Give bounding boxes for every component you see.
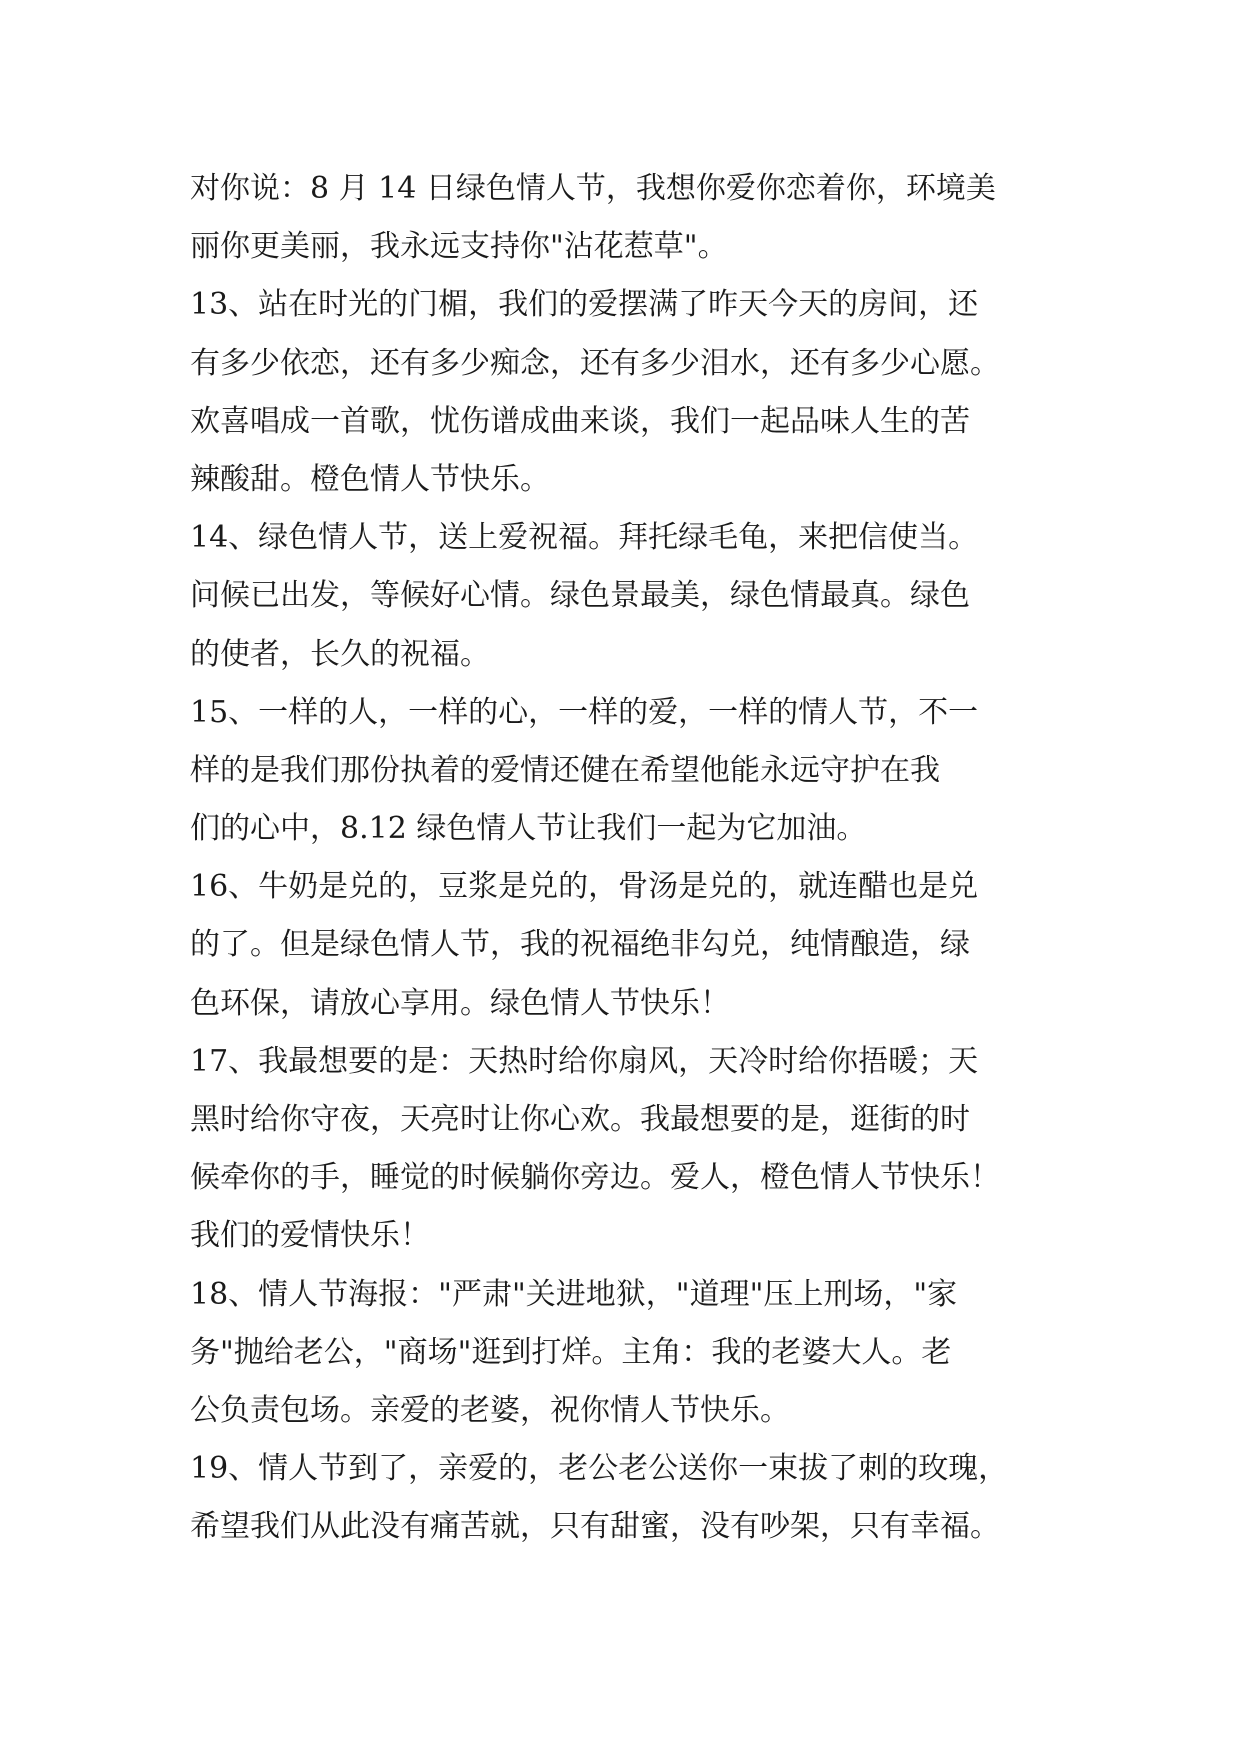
- text-line: 的了。但是绿色情人节，我的祝福绝非勾兑，纯情酿造，绿: [190, 927, 970, 963]
- text-line: 们的心中，8.12 绿色情人节让我们一起为它加油。: [190, 811, 867, 847]
- text-line: 有多少依恋，还有多少痴念，还有多少泪水，还有多少心愿。: [190, 345, 1000, 381]
- text-line: 对你说：8 月 14 日绿色情人节，我想你爱你恋着你，环境美: [190, 171, 996, 206]
- text-line: 辣酸甜。橙色情人节快乐。: [190, 461, 550, 497]
- body-text: [190, 160, 1070, 1557]
- text-line: 15、一样的人，一样的心，一样的爱，一样的情人节，不一: [190, 694, 979, 730]
- text-line: 色环保，请放心享用。绿色情人节快乐！: [190, 985, 730, 1021]
- text-line: 13、站在时光的门楣，我们的爱摆满了昨天今天的房间，还: [190, 287, 979, 323]
- text-line: 17、我最想要的是：天热时给你扇风，天冷时给你捂暖；天: [190, 1043, 979, 1079]
- text-line: 公负责包场。亲爱的老婆，祝你情人节快乐。: [190, 1392, 790, 1428]
- text-line: 候牵你的手，睡觉的时候躺你旁边。爱人，橙色情人节快乐！: [190, 1160, 1000, 1196]
- text-line: 欢喜唱成一首歌，忧伤谱成曲来谈，我们一起品味人生的苦: [190, 403, 970, 439]
- text-line: 14、绿色情人节，送上爱祝福。拜托绿毛龟，来把信使当。: [190, 520, 979, 556]
- text-line: 样的是我们那份执着的爱情还健在希望他能永远守护在我: [190, 752, 940, 788]
- text-line: 16、牛奶是兑的，豆浆是兑的，骨汤是兑的，就连醋也是兑: [190, 869, 979, 905]
- text-line: 务"抛给老公，"商场"逛到打烊。主角：我的老婆大人。老: [190, 1334, 952, 1370]
- text-line: 希望我们从此没有痛苦就，只有甜蜜，没有吵架，只有幸福。: [190, 1509, 1000, 1545]
- text-line: 问候已出发，等候好心情。绿色景最美，绿色情最真。绿色: [190, 578, 970, 614]
- text-line: 我们的爱情快乐！: [190, 1218, 430, 1254]
- text-line: 19、情人节到了，亲爱的，老公老公送你一束拔了刺的玫瑰，: [190, 1451, 1009, 1487]
- text-line: 黑时给你守夜，天亮时让你心欢。我最想要的是，逛街的时: [190, 1102, 970, 1137]
- text-line: 的使者，长久的祝福。: [190, 636, 490, 672]
- text-line: 18、情人节海报："严肃"关进地狱，"道理"压上刑场，"家: [190, 1276, 958, 1312]
- text-line: 丽你更美丽，我永远支持你"沾花惹草"。: [190, 229, 728, 265]
